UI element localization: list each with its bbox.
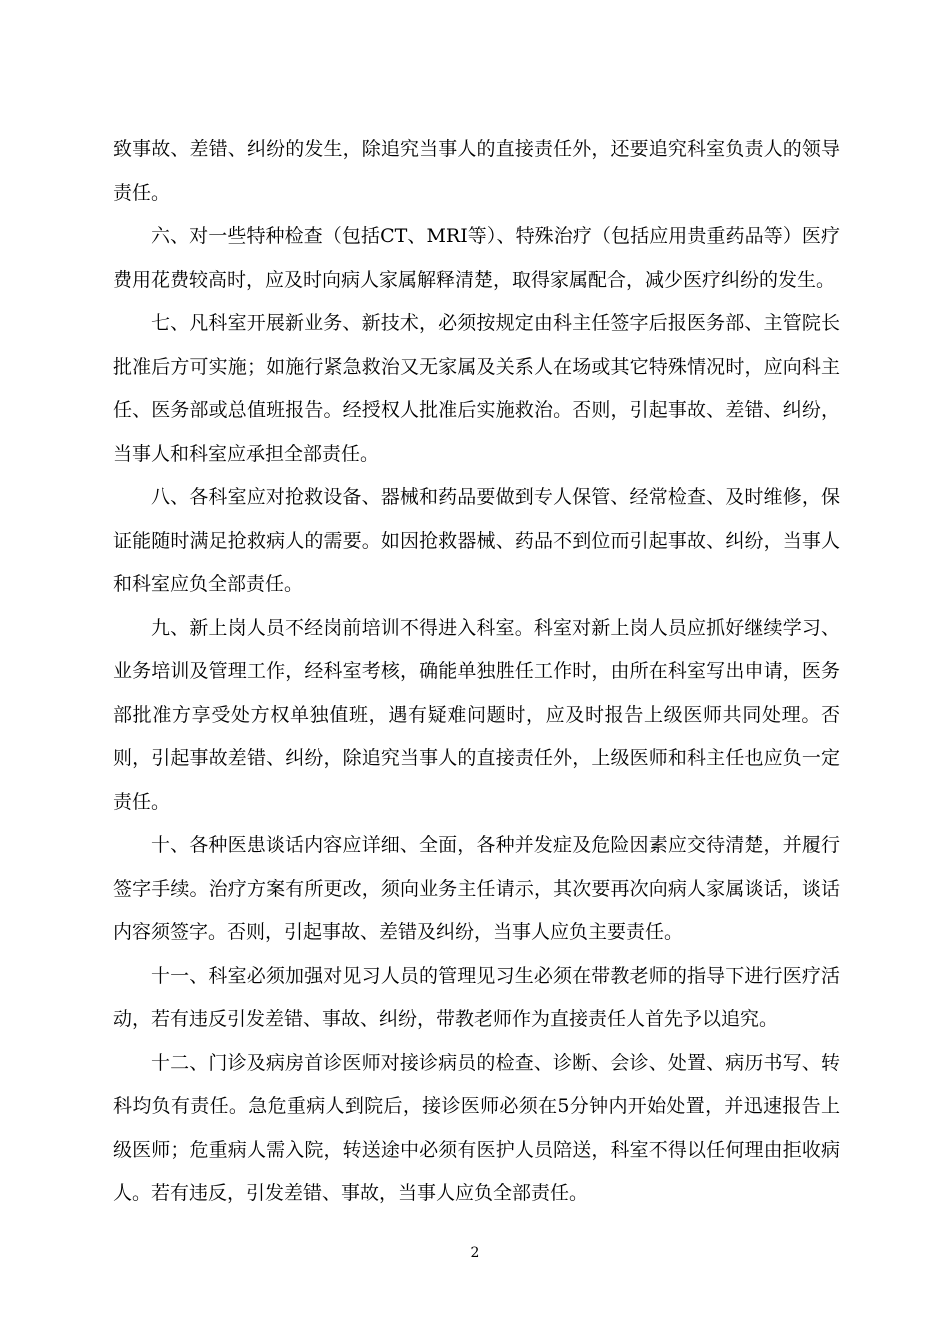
document-body [113, 128, 840, 1216]
paragraph-continuation: 致事故、差错、纠纷的发生，除追究当事人的直接责任外，还要追究科室负责人的领导责任。 [113, 138, 840, 204]
paragraph-item-12: 十二、门诊及病房首诊医师对接诊病员的检查、诊断、会诊、处置、病历书写、转科均负有责任。急危重病人到院后，接诊医师必须在5分钟内开始处置，并迅速报告上级医师；危重病人需入院，转送途中必须有医护人员陪送，科室不得以任何理由拒收病人。若有违反，引发差错、事故，当事人应负全部责任。 [113, 1051, 840, 1204]
page-number: 2 [470, 1245, 480, 1261]
paragraph-item-7: 七、凡科室开展新业务、新技术，必须按规定由科主任签字后报医务部、主管院长批准后方可实施；如施行紧急救治又无家属及关系人在场或其它特殊情况时，应向科主任、医务部或总值班报告。经授权人批准后实施救治。否则，引起事故、差错、纠纷，当事人和科室应承担全部责任。 [113, 312, 840, 465]
paragraph-item-9: 九、新上岗人员不经岗前培训不得进入科室。科室对新上岗人员应抓好继续学习、业务培训及管理工作，经科室考核，确能单独胜任工作时，由所在科室写出申请，医务部批准方享受处方权单独值班，遇有疑难问题时，应及时报告上级医师共同处理。否则，引起事故差错、纠纷，除追究当事人的直接责任外，上级医师和科主任也应负一定责任。 [113, 616, 840, 813]
paragraph-item-8: 八、各科室应对抢救设备、器械和药品要做到专人保管、经常检查、及时维修，保证能随时满足抢救病人的需要。如因抢救器械、药品不到位而引起事故、纠纷，当事人和科室应负全部责任。 [113, 486, 840, 595]
paragraph-item-10: 十、各种医患谈话内容应详细、全面，各种并发症及危险因素应交待清楚，并履行签字手续。治疗方案有所更改，须向业务主任请示，其次要再次向病人家属谈话，谈话内容须签字。否则，引起事故、差错及纠纷，当事人应负主要责任。 [113, 834, 840, 943]
paragraph-item-11: 十一、科室必须加强对见习人员的管理见习生必须在带教老师的指导下进行医疗活动，若有违反引发差错、事故、纠纷，带教老师作为直接责任人首先予以追究。 [113, 964, 840, 1030]
paragraph-item-6: 六、对一些特种检查（包括CT、MRI等）、特殊治疗（包括应用贵重药品等）医疗费用花费较高时，应及时向病人家属解释清楚，取得家属配合，减少医疗纠纷的发生。 [113, 225, 840, 291]
